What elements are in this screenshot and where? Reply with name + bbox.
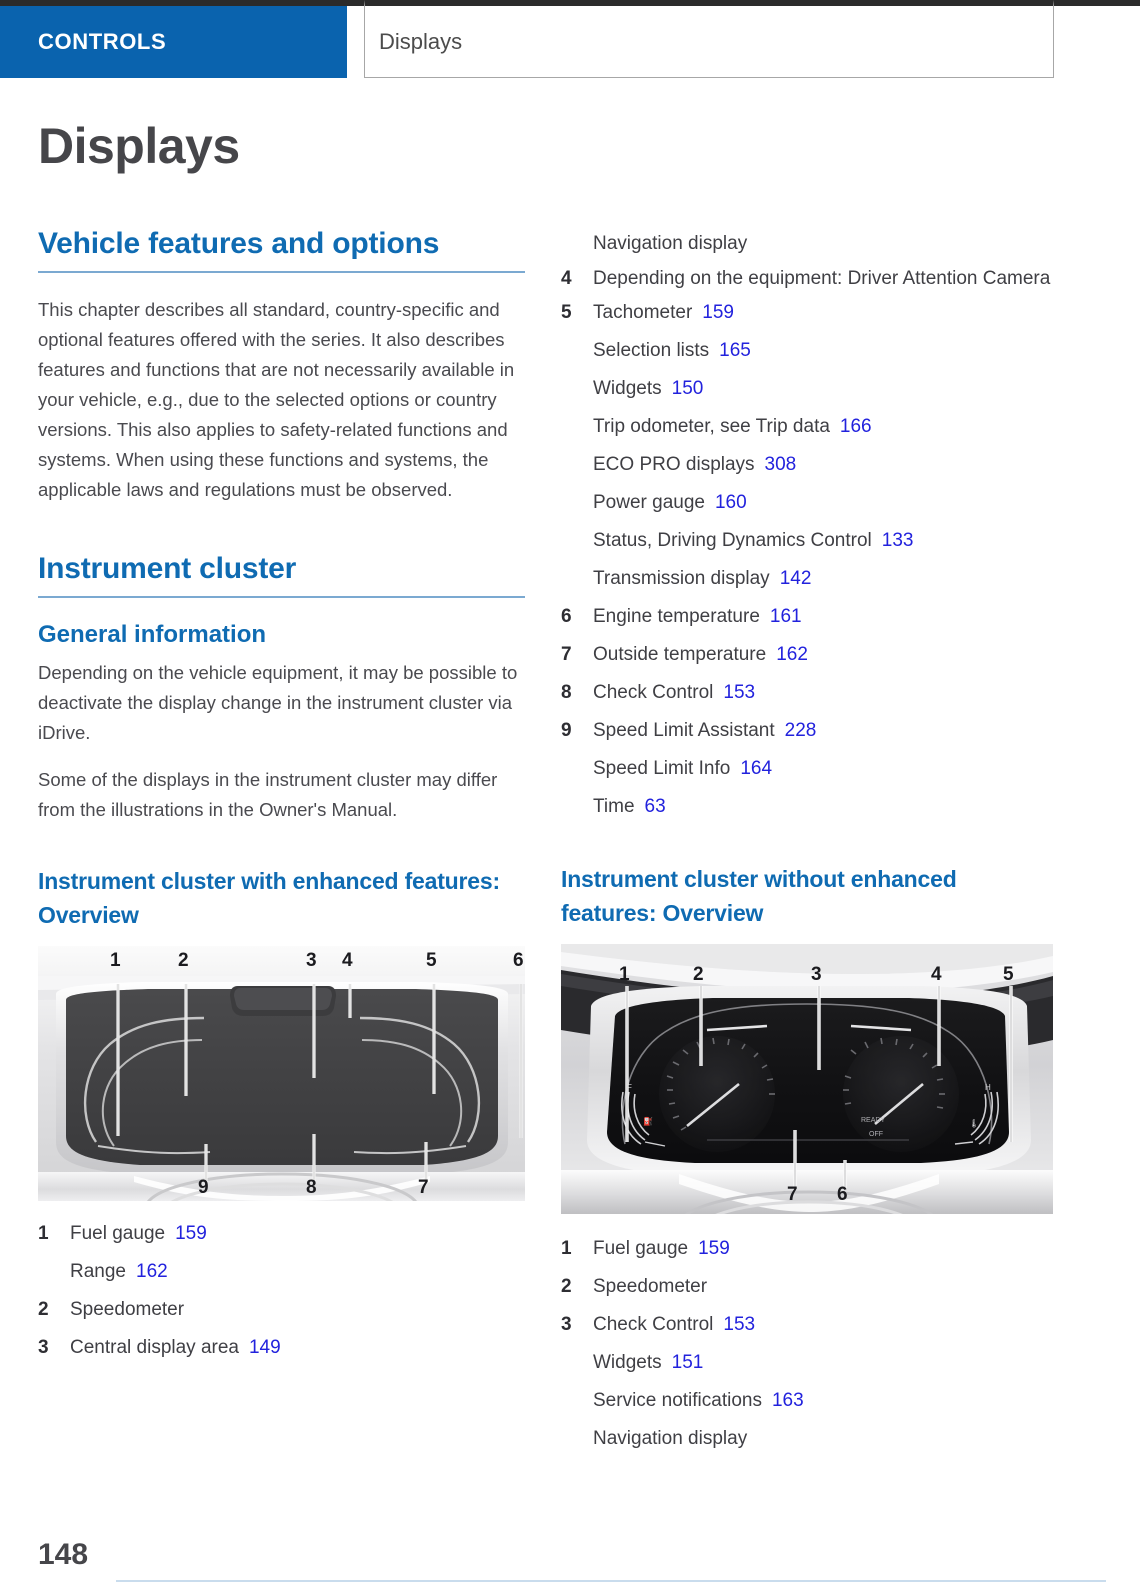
legend-number: 7 bbox=[561, 644, 572, 665]
left-column bbox=[38, 225, 525, 1367]
list-item bbox=[38, 1215, 525, 1253]
list-item bbox=[561, 225, 1053, 263]
legend-number: 1 bbox=[38, 1223, 49, 1244]
legend-label: Speedometer bbox=[70, 1299, 185, 1320]
callout-3: 3 bbox=[306, 950, 317, 971]
list-item bbox=[561, 712, 1053, 750]
svg-text:READY: READY bbox=[861, 1117, 886, 1124]
svg-text:⛽: ⛽ bbox=[643, 1117, 653, 1126]
legend-label: Central display area 149 bbox=[70, 1337, 281, 1358]
list-item bbox=[561, 1420, 1053, 1458]
instrument-cluster-basic-illustration bbox=[561, 944, 1053, 1214]
heading-vehicle-features-and-options: Vehicle features and options bbox=[38, 227, 440, 260]
legend-number bbox=[561, 788, 593, 826]
legend-page-ref[interactable]: 161 bbox=[769, 606, 802, 627]
list-item bbox=[561, 598, 1053, 636]
legend-number: 3 bbox=[38, 1337, 49, 1358]
chapter-tab-controls[interactable] bbox=[0, 6, 347, 78]
legend-number bbox=[561, 522, 593, 560]
list-item bbox=[561, 446, 1053, 484]
list-item bbox=[561, 332, 1053, 370]
list-item bbox=[561, 1230, 1053, 1268]
paragraph-general-info-1: Depending on the vehicle equipment, it may be possible to deactivate the display change in the instrument cluster via iDrive. bbox=[38, 662, 518, 743]
list-item bbox=[561, 370, 1053, 408]
legend-label: Service notifications 163 bbox=[593, 1390, 804, 1411]
chapter-tab-label: CONTROLS bbox=[38, 29, 167, 54]
paragraph-vehicle-features: This chapter describes all standard, country-specific and optional features offered with the series. It also describes features and functions that are not necessarily available in your vehicle, e.g., due to the selected options or country versions. This also applies to safety-related functions and systems. When using these functions and systems, the applicable laws and regulations must be observed. bbox=[38, 299, 515, 500]
heading-cluster-enhanced-overview: Instrument cluster with enhanced features: Overview bbox=[38, 868, 500, 928]
list-item bbox=[561, 636, 1053, 674]
legend-page-ref[interactable]: 133 bbox=[881, 530, 914, 551]
legend-label: Check Control 153 bbox=[593, 682, 756, 703]
legend-label: Range 162 bbox=[70, 1261, 168, 1282]
list-item bbox=[561, 263, 1053, 294]
legend-label: Time 63 bbox=[593, 796, 666, 817]
heading-rule bbox=[38, 596, 525, 598]
heading-cluster-basic-overview: Instrument cluster without enhanced features: Overview bbox=[561, 866, 957, 926]
legend-label: Fuel gauge 159 bbox=[70, 1223, 207, 1244]
legend-label: Outside temperature 162 bbox=[593, 644, 808, 665]
legend-cluster-enhanced bbox=[38, 1215, 525, 1367]
legend-label: Transmission display 142 bbox=[593, 568, 812, 589]
legend-label: ECO PRO displays 308 bbox=[593, 454, 797, 475]
legend-number bbox=[561, 332, 593, 370]
callout-4: 4 bbox=[342, 950, 353, 971]
legend-label: Status, Driving Dynamics Control 133 bbox=[593, 530, 914, 551]
legend-page-ref[interactable]: 63 bbox=[644, 796, 666, 817]
legend-number: 1 bbox=[561, 1238, 572, 1259]
legend-label: Power gauge 160 bbox=[593, 492, 747, 513]
legend-cluster-enhanced-continued bbox=[561, 225, 1053, 826]
list-item bbox=[561, 788, 1053, 826]
cluster-enhanced-graphic bbox=[38, 946, 525, 1201]
callout-7: 7 bbox=[418, 1177, 429, 1198]
list-item bbox=[561, 408, 1053, 446]
list-item bbox=[561, 522, 1053, 560]
legend-number bbox=[38, 1253, 70, 1291]
legend-label: Speedometer bbox=[593, 1276, 708, 1297]
legend-page-ref[interactable]: 166 bbox=[839, 416, 872, 437]
legend-label: Speed Limit Info 164 bbox=[593, 758, 773, 779]
list-item bbox=[561, 1268, 1053, 1306]
legend-number bbox=[561, 750, 593, 788]
callout-2: 2 bbox=[693, 964, 704, 985]
legend-page-ref[interactable]: 142 bbox=[779, 568, 812, 589]
list-item bbox=[38, 1253, 525, 1291]
legend-page-ref[interactable]: 159 bbox=[175, 1223, 207, 1244]
legend-number bbox=[561, 1420, 593, 1458]
heading-rule bbox=[38, 271, 525, 273]
page-footer bbox=[0, 1532, 1140, 1592]
svg-text:F: F bbox=[627, 1083, 632, 1092]
legend-page-ref[interactable]: 150 bbox=[671, 378, 704, 399]
callout-3: 3 bbox=[811, 964, 822, 985]
legend-page-ref[interactable]: 149 bbox=[248, 1337, 281, 1358]
legend-page-ref[interactable]: 162 bbox=[776, 644, 808, 665]
list-item bbox=[38, 1329, 525, 1367]
legend-number bbox=[561, 560, 593, 598]
cluster-basic-graphic bbox=[561, 944, 1053, 1214]
legend-label: Navigation display bbox=[593, 1428, 748, 1449]
legend-number bbox=[561, 225, 593, 263]
callout-1: 1 bbox=[619, 964, 630, 985]
list-item bbox=[561, 750, 1053, 788]
legend-page-ref[interactable]: 164 bbox=[740, 758, 773, 779]
list-item bbox=[561, 1344, 1053, 1382]
callout-2: 2 bbox=[178, 950, 189, 971]
legend-number: 2 bbox=[561, 1276, 572, 1297]
legend-label: Tachometer 159 bbox=[593, 302, 734, 323]
callout-9: 9 bbox=[198, 1177, 209, 1198]
legend-page-ref[interactable]: 165 bbox=[719, 340, 751, 361]
legend-page-ref[interactable]: 163 bbox=[771, 1390, 804, 1411]
legend-number: 6 bbox=[561, 606, 572, 627]
legend-page-ref[interactable]: 151 bbox=[671, 1352, 704, 1373]
list-item bbox=[561, 674, 1053, 712]
legend-number: 5 bbox=[561, 302, 572, 323]
legend-number bbox=[561, 446, 593, 484]
callout-5: 5 bbox=[1003, 964, 1014, 985]
legend-page-ref[interactable]: 162 bbox=[136, 1261, 168, 1282]
legend-number bbox=[561, 408, 593, 446]
callout-6: 6 bbox=[837, 1184, 848, 1205]
instrument-cluster-enhanced-illustration bbox=[38, 946, 525, 1201]
section-tab-displays[interactable] bbox=[364, 0, 1054, 78]
legend-label: Trip odometer, see Trip data 166 bbox=[593, 416, 872, 437]
legend-page-ref[interactable]: 153 bbox=[723, 682, 756, 703]
legend-cluster-basic bbox=[561, 1230, 1053, 1458]
legend-label: Depending on the equipment: Driver Attention Camera bbox=[593, 268, 1051, 289]
legend-page-ref[interactable]: 160 bbox=[714, 492, 747, 513]
legend-number bbox=[561, 1382, 593, 1420]
legend-label: Speed Limit Assistant 228 bbox=[593, 720, 817, 741]
legend-page-ref[interactable]: 308 bbox=[764, 454, 797, 475]
legend-number bbox=[561, 484, 593, 522]
list-item bbox=[38, 1291, 525, 1329]
legend-label: Engine temperature 161 bbox=[593, 606, 802, 627]
callout-7: 7 bbox=[787, 1184, 798, 1205]
legend-number: 2 bbox=[38, 1299, 49, 1320]
legend-number bbox=[561, 1344, 593, 1382]
legend-number: 3 bbox=[561, 1314, 572, 1335]
list-item bbox=[561, 1306, 1053, 1344]
svg-text:🌡: 🌡 bbox=[969, 1119, 980, 1128]
page-header bbox=[0, 6, 1140, 78]
footer-rule bbox=[116, 1580, 1106, 1582]
list-item bbox=[561, 560, 1053, 598]
subheading-general-information: General information bbox=[38, 621, 267, 648]
legend-label: Fuel gauge 159 bbox=[593, 1238, 730, 1259]
legend-number: 4 bbox=[561, 268, 572, 289]
legend-number: 9 bbox=[561, 720, 572, 741]
legend-page-ref[interactable]: 159 bbox=[698, 1238, 730, 1259]
list-item bbox=[561, 484, 1053, 522]
callout-4: 4 bbox=[931, 964, 942, 985]
callout-5: 5 bbox=[426, 950, 437, 971]
legend-number: 8 bbox=[561, 682, 572, 703]
page-title: Displays bbox=[38, 118, 240, 174]
page-number: 148 bbox=[38, 1538, 89, 1571]
list-item bbox=[561, 1382, 1053, 1420]
right-column bbox=[561, 225, 1053, 1458]
legend-label: Navigation display bbox=[593, 233, 748, 254]
legend-page-ref[interactable]: 228 bbox=[784, 720, 817, 741]
legend-label: Widgets 151 bbox=[593, 1352, 704, 1373]
legend-number bbox=[561, 370, 593, 408]
legend-page-ref[interactable]: 159 bbox=[702, 302, 734, 323]
section-tab-label: Displays bbox=[379, 28, 463, 54]
legend-label: Check Control 153 bbox=[593, 1314, 756, 1335]
svg-text:OFF: OFF bbox=[869, 1131, 883, 1138]
callout-6: 6 bbox=[513, 950, 524, 971]
legend-page-ref[interactable]: 153 bbox=[723, 1314, 756, 1335]
legend-label: Widgets 150 bbox=[593, 378, 704, 399]
paragraph-general-info-2: Some of the displays in the instrument cluster may differ from the illustrations in the Owner's Manual. bbox=[38, 769, 498, 820]
list-item bbox=[561, 294, 1053, 332]
heading-instrument-cluster: Instrument cluster bbox=[38, 552, 297, 585]
callout-1: 1 bbox=[110, 950, 121, 971]
svg-text:H: H bbox=[985, 1083, 991, 1092]
legend-label: Selection lists 165 bbox=[593, 340, 751, 361]
callout-8: 8 bbox=[306, 1177, 317, 1198]
